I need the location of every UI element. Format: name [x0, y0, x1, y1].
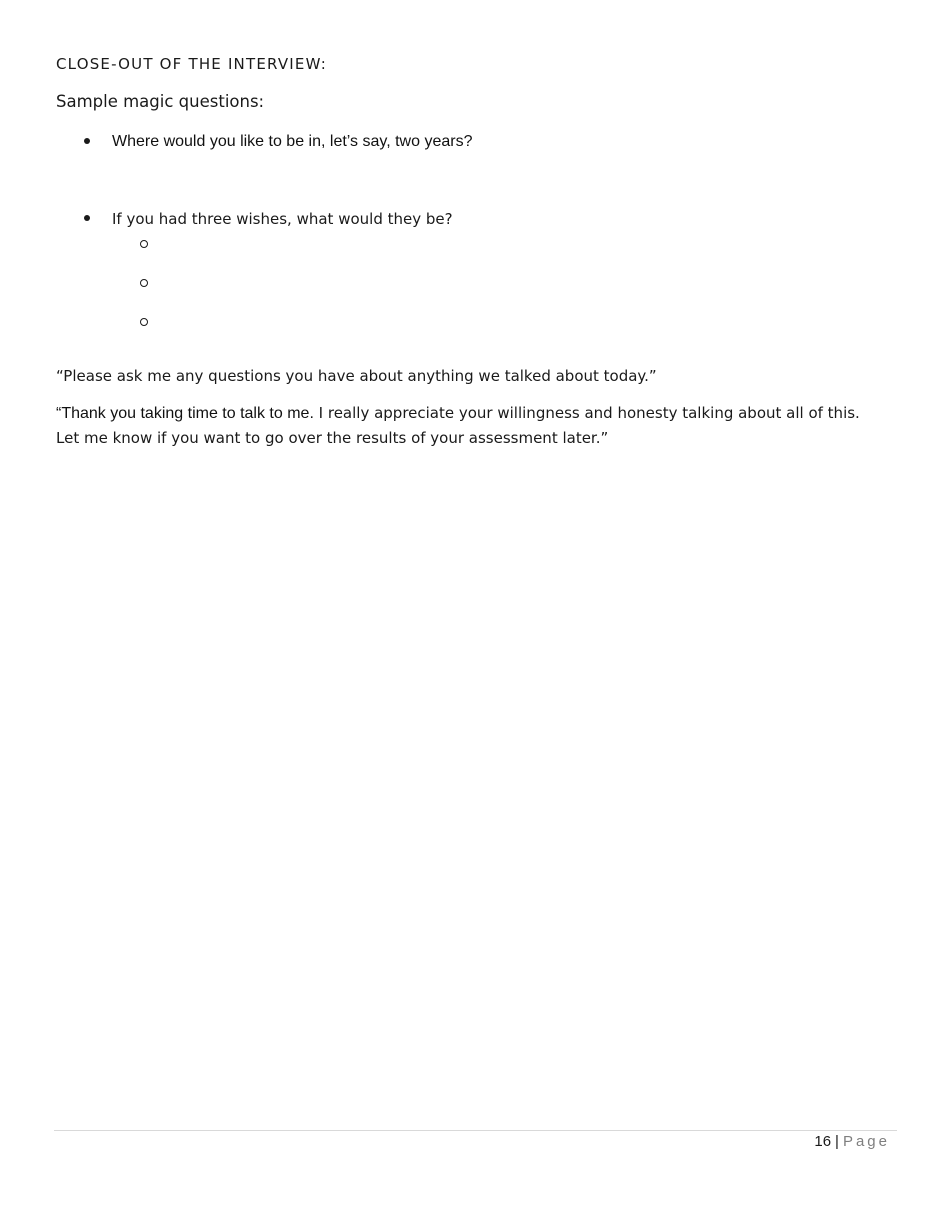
list-item [84, 210, 453, 228]
footer-divider [54, 1130, 897, 1131]
list-item [84, 133, 473, 151]
question-text: Where would you like to be in, let’s say, two years? [112, 133, 473, 150]
question-text: If you had three wishes, what would they be? [112, 210, 453, 228]
footer-separator: | [835, 1133, 839, 1150]
hollow-bullet-icon [140, 318, 148, 326]
section-heading: CLOSE-OUT OF THE INTERVIEW: [56, 55, 327, 73]
page-footer [814, 1133, 890, 1150]
closing-paragraph-2 [56, 401, 860, 450]
closing-final-line: Let me know if you want to go over the results of your assessment later.” [56, 429, 609, 447]
closing-rest-text: I really appreciate your willingness and honesty talking about all of this. [313, 404, 860, 422]
closing-paragraph-1: “Please ask me any questions you have about anything we talked about today.” [56, 367, 657, 385]
bullet-icon [84, 215, 90, 221]
subheading: Sample magic questions: [56, 92, 265, 111]
page-number: 16 [814, 1133, 832, 1150]
hollow-bullet-icon [140, 240, 148, 248]
hollow-bullet-icon [140, 279, 148, 287]
closing-lead-text: “Thank you taking time to talk to me. [56, 405, 314, 422]
bullet-icon [84, 138, 90, 144]
page-label: Page [842, 1133, 890, 1150]
